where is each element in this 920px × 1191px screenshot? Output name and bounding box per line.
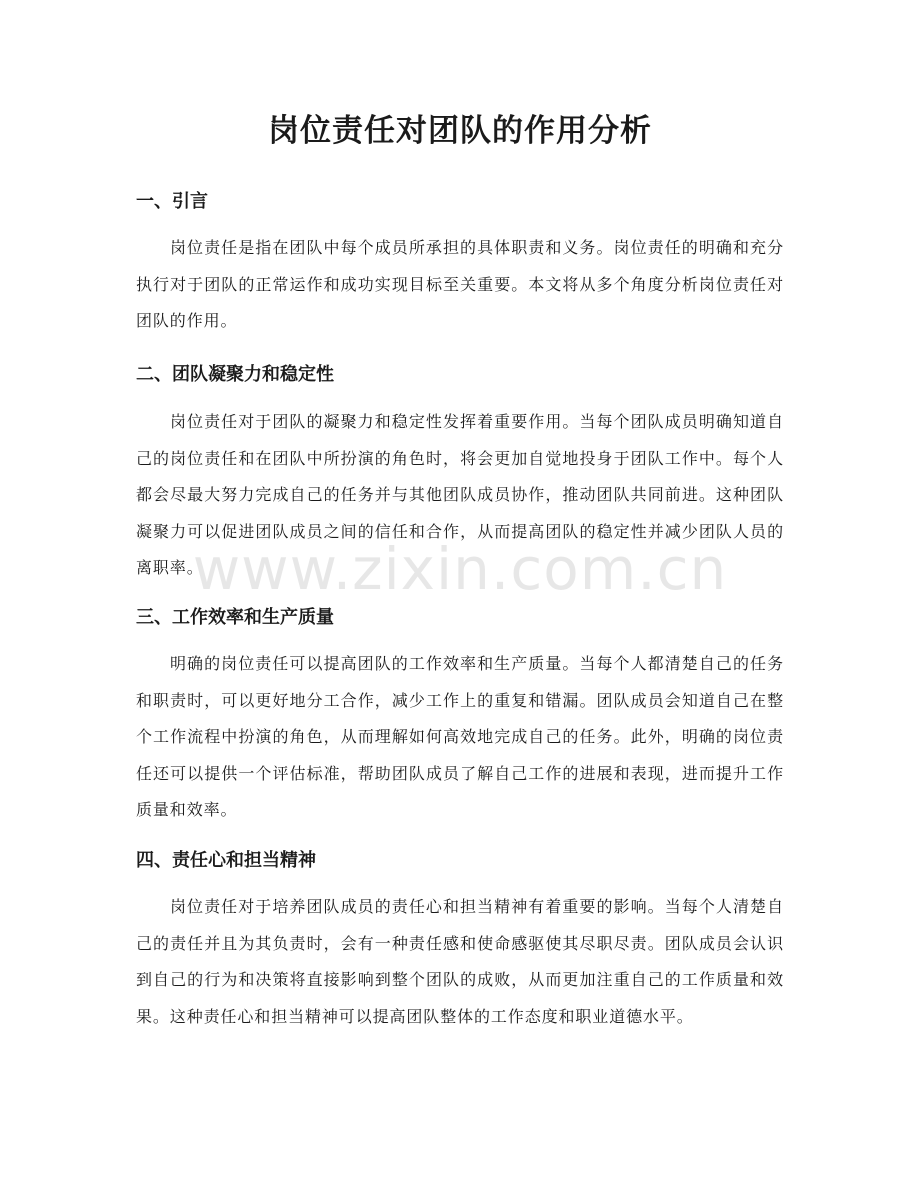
watermark: www.zixin.com.cn — [192, 535, 728, 603]
section-body-efficiency: 明确的岗位责任可以提高团队的工作效率和生产质量。当每个人都清楚自己的任务和职责时，可以更好地分工合作，减少工作上的重复和错漏。团队成员会知道自己在整个工作流程中扮演的角色，从而理解如何高效地完成自己的任务。此外，明确的岗位责任还可以提供一个评估标准，帮助团队成员了解自己工作的进展和表现，进而提升工作质量和效率。 — [136, 654, 784, 819]
section-heading-cohesion: 二、团队凝聚力和稳定性 — [136, 364, 334, 385]
document-title: 岗位责任对团队的作用分析 — [268, 113, 652, 149]
section-heading-responsibility: 四、责任心和担当精神 — [136, 850, 316, 871]
section-body-cohesion: 岗位责任对于团队的凝聚力和稳定性发挥着重要作用。当每个团队成员明确知道自己的岗位责任和在团队中所扮演的角色时，将会更加自觉地投身于团队工作中。每个人都会尽最大努力完成自己的任务并与其他团队成员协作，推动团队共同前进。这种团队凝聚力可以促进团队成员之间的信任和合作，从而提高团队的稳定性并减少团队人员的离职率。 — [136, 412, 784, 577]
section-body-intro: 岗位责任是指在团队中每个成员所承担的具体职责和义务。岗位责任的明确和充分执行对于团队的正常运作和成功实现目标至关重要。本文将从多个角度分析岗位责任对团队的作用。 — [136, 238, 784, 330]
section-heading-efficiency: 三、工作效率和生产质量 — [136, 607, 334, 628]
section-body-responsibility: 岗位责任对于培养团队成员的责任心和担当精神有着重要的影响。当每个人清楚自己的责任并且为其负责时，会有一种责任感和使命感驱使其尽职尽责。团队成员会认识到自己的行为和决策将直接影响到整个团队的成败，从而更加注重自己的工作质量和效果。这种责任心和担当精神可以提高团队整体的工作态度和职业道德水平。 — [136, 897, 784, 1026]
section-heading-intro: 一、引言 — [136, 191, 208, 212]
